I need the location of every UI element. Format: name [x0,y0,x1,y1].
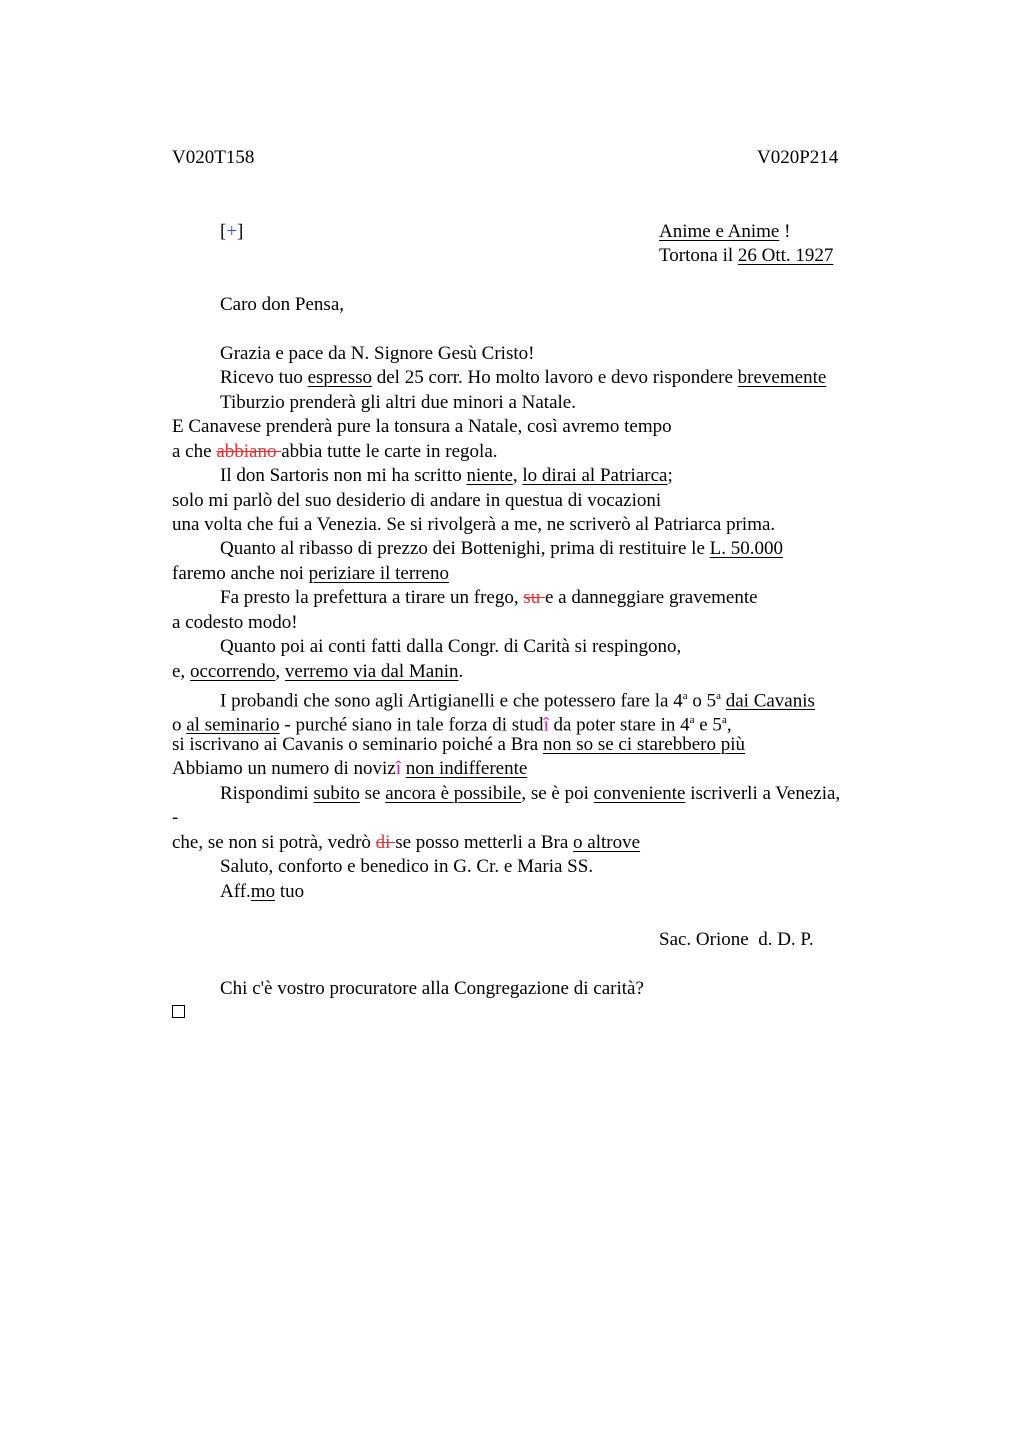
deleted-word: su [523,587,545,608]
letter-line: Aff.mo tuo [220,881,305,902]
letter-line: a codesto modo! [172,612,298,633]
deleted-word: di [375,832,396,853]
plus-icon: + [226,221,238,242]
letter-line: E Canavese prenderà pure la tonsura a Natale, così avremo tempo [172,416,672,437]
signature: Sac. Orione d. D. P. [659,929,814,950]
letter-line: Tiburzio prenderà gli altri due minori a Natale. [220,392,576,413]
letter-line: e, occorrendo, verremo via dal Manin. [172,661,464,682]
salutation: Caro don Pensa, [220,294,345,315]
letter-line: Rispondimi subito se ancora è possibile, se è poi conveniente iscriverli a Venezia, [220,783,841,804]
letter-line: Grazia e pace da N. Signore Gesù Cristo! [220,343,535,364]
letter-line: faremo anche noi periziare il terreno [172,563,449,584]
postscript: Chi c'è vostro procuratore alla Congregazione di carità? [220,978,644,999]
cross-mark: [+] [220,221,244,242]
letter-line: - [172,807,179,828]
letter-line: o al seminario - purché siano in tale forza di studî da poter stare in 4$^a$ e 5$^a$, [172,714,732,736]
letter-line: Saluto, conforto e benedico in G. Cr. e Maria SS. [220,856,594,877]
header-right-code: V020P214 [757,147,839,168]
dateline: Tortona il 26 Ott. 1927 [659,245,834,266]
checkbox-empty-icon [172,1005,185,1018]
letter-line: Ricevo tuo espresso del 25 corr. Ho molto lavoro e devo rispondere brevemente [220,367,827,388]
letter-line: solo mi parlò del suo desiderio di andare in questua di vocazioni [172,490,662,511]
letter-line: si iscrivano ai Cavanis o seminario poiché a Bra non so se ci starebbero più [172,734,746,755]
deleted-word: abbiano [216,441,282,462]
letter-line: una volta che fui a Venezia. Se si rivolgerà a me, ne scriverò al Patriarca prima. [172,514,776,535]
letter-line: che, se non si potrà, vedrò di se posso metterli a Bra o altrove [172,832,641,853]
letter-line: I probandi che sono agli Artigianelli e che potessero fare la 4$^a$ o 5$^a$ dai Cavanis [220,690,815,712]
header-left-code: V020T158 [172,147,255,168]
letter-line: Quanto poi ai conti fatti dalla Congr. di Carità si respingono, [220,636,682,657]
letter-line: Il don Sartoris non mi ha scritto niente, lo dirai al Patriarca; [220,465,673,486]
letter-line: a che abbiano abbia tutte le carte in regola. [172,441,498,462]
motto: Anime e Anime ! [659,221,791,242]
letter-line: Fa presto la prefettura a tirare un frego, su e a danneggiare gravemente [220,587,758,608]
letter-line: Quanto al ribasso di prezzo dei Bottenighi, prima di restituire le L. 50.000 [220,538,784,559]
letter-line: Abbiamo un numero di novizî non indifferente [172,758,528,779]
